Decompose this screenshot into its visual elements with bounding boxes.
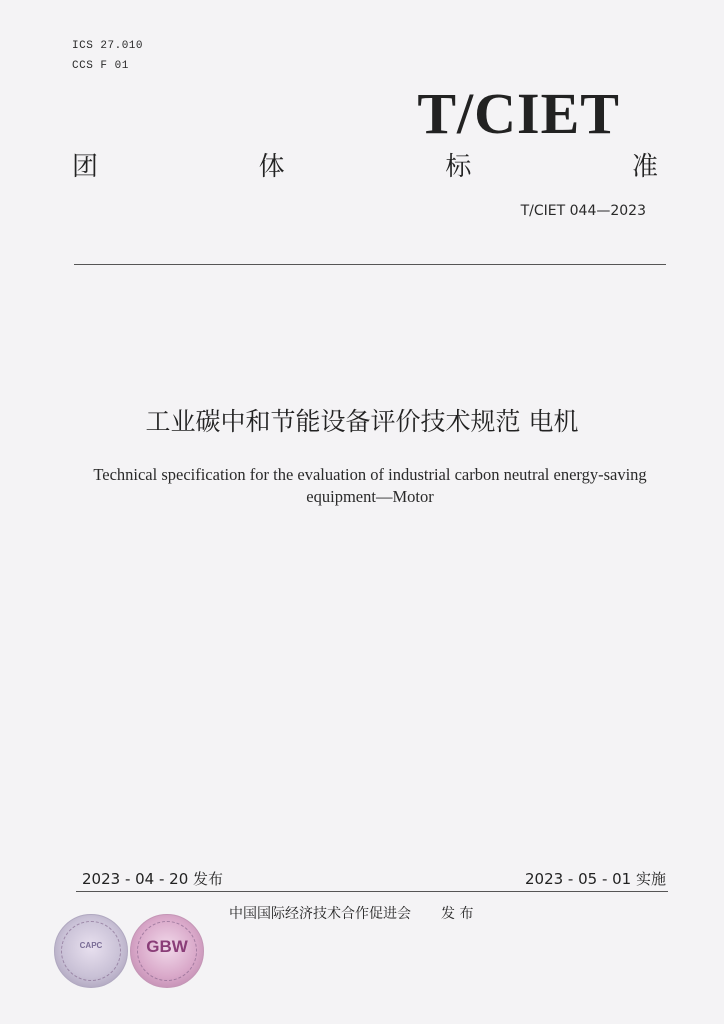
header-divider xyxy=(74,264,666,265)
standard-kind-char: 标 xyxy=(445,152,472,182)
ics-code: ICS 27.010 xyxy=(72,40,144,52)
standard-number: T/CIET 044—2023 xyxy=(520,203,646,219)
gbw-seal-icon xyxy=(130,914,204,988)
seal-ring xyxy=(61,921,121,981)
implement-date: 2023 - 05 - 01 实施 xyxy=(524,870,666,888)
publisher-line xyxy=(229,903,473,923)
publish-date: 2023 - 04 - 20 发布 xyxy=(82,870,224,888)
footer-divider xyxy=(76,891,668,892)
standard-kind-char: 体 xyxy=(258,152,285,182)
ccs-code: CCS F 01 xyxy=(72,60,129,72)
seal-label: GBW xyxy=(146,937,188,956)
standard-kind-char: 团 xyxy=(72,152,99,182)
publisher-name: 中国国际经济技术合作促进会 xyxy=(229,906,411,922)
organization-logo-text: T/CIET xyxy=(417,81,620,146)
title-english: Technical specification for the evaluation of industrial carbon neutral energy-saving equipment—Motor xyxy=(93,465,647,506)
standard-kind-char: 准 xyxy=(631,152,658,182)
publisher-action: 发 布 xyxy=(441,906,474,922)
title-chinese: 工业碳中和节能设备评价技术规范 电机 xyxy=(145,407,579,436)
seal-label: CAPC xyxy=(79,941,103,950)
standard-kind-heading xyxy=(72,146,658,183)
capc-seal-icon xyxy=(54,914,128,988)
